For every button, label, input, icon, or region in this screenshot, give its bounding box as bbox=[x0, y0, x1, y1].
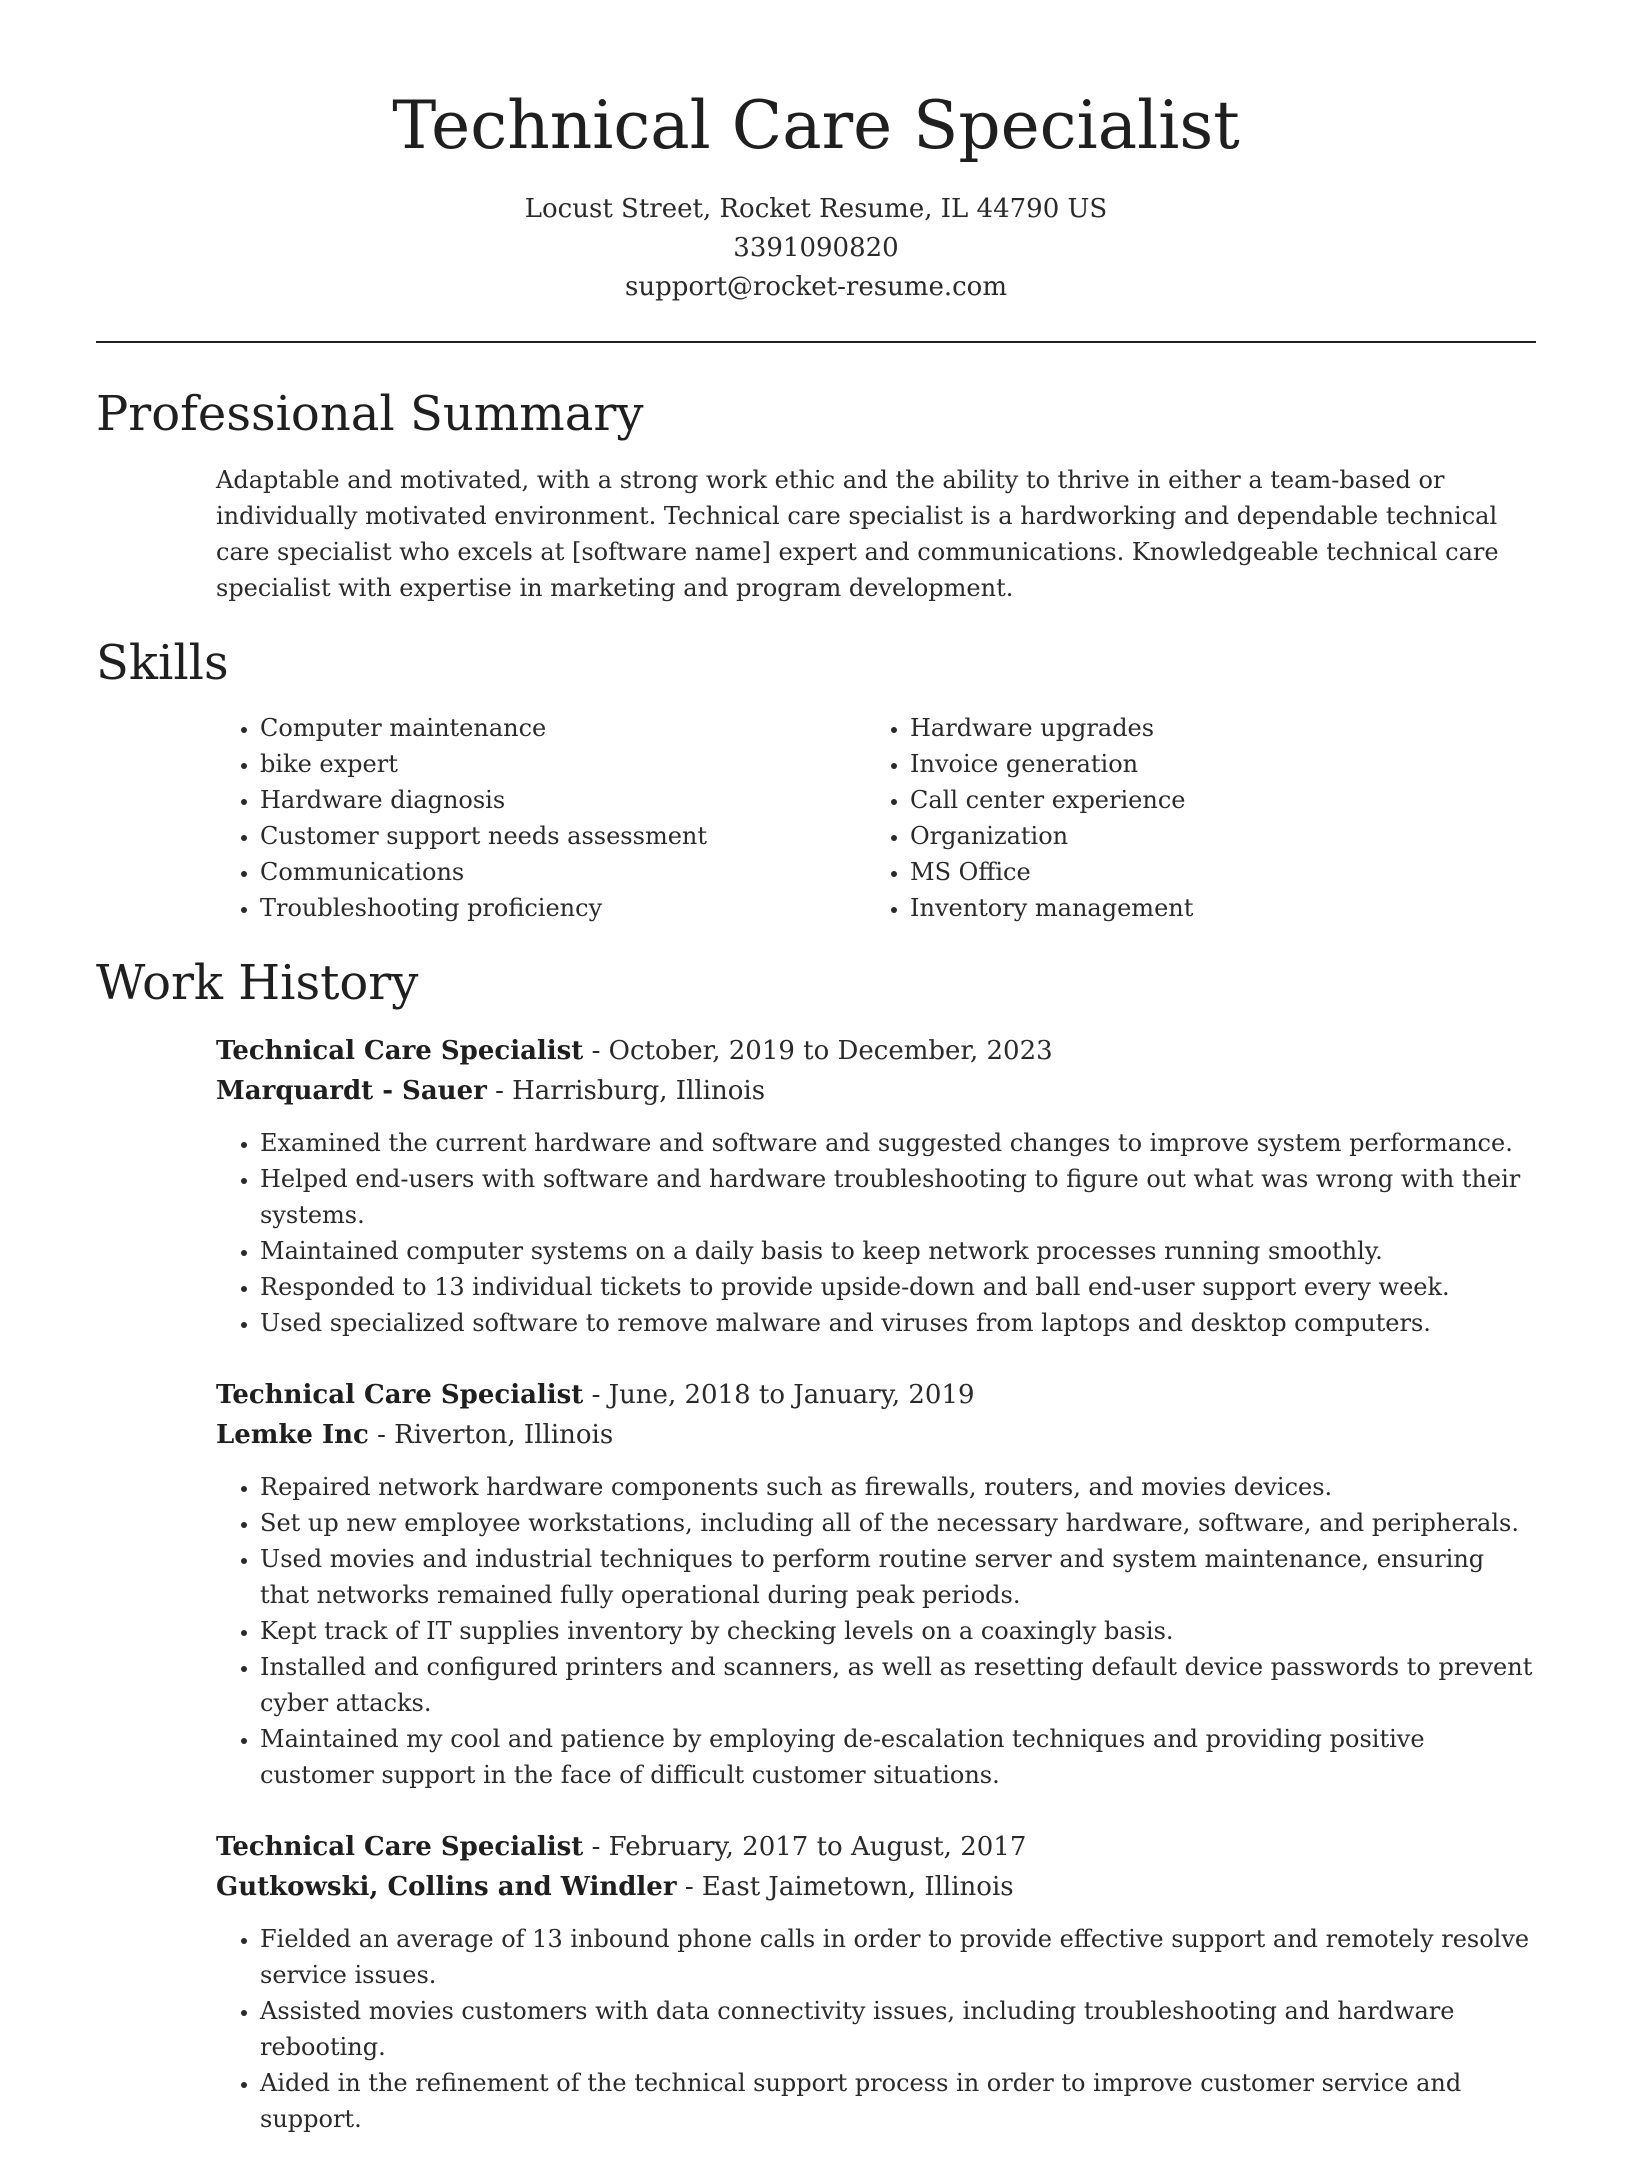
contact-phone: 3391090820 bbox=[733, 233, 899, 263]
job-bullet: • Used movies and industrial techniques to perform routine server and system maintenance, ensuring that networks remained fully operational during peak periods. bbox=[260, 1541, 1536, 1613]
job-bullet: • Assisted movies customers with data connectivity issues, including troubleshooting and hardware rebooting. bbox=[260, 1993, 1536, 2065]
resume-header bbox=[0, 0, 1632, 307]
job-bullet: • Helped end-users with software and hardware troubleshooting to figure out what was wrong with their systems. bbox=[260, 1161, 1536, 1233]
skill-item: • Call center experience bbox=[910, 782, 1516, 818]
skill-item: • Invoice generation bbox=[910, 746, 1516, 782]
job-bullet: • Maintained computer systems on a daily basis to keep network processes running smoothly. bbox=[260, 1233, 1536, 1269]
job-dates: - October, 2019 to December, 2023 bbox=[583, 1036, 1053, 1066]
job-bullet: • Set up new employee workstations, including all of the necessary hardware, software, and peripherals. bbox=[260, 1505, 1536, 1541]
job-bullet: • Used specialized software to remove malware and viruses from laptops and desktop computers. bbox=[260, 1305, 1536, 1341]
job-company: Marquardt - Sauer bbox=[216, 1076, 487, 1106]
contact-block bbox=[0, 190, 1632, 307]
skill-item: • Troubleshooting proficiency bbox=[260, 890, 866, 926]
job-bullet: • Maintained my cool and patience by employing de-escalation techniques and providing positive customer support in the face of difficult customer situations. bbox=[260, 1721, 1536, 1793]
work-history-heading: Work History bbox=[96, 955, 419, 1011]
job-role: Technical Care Specialist bbox=[216, 1036, 584, 1066]
job-company: Gutkowski, Collins and Windler bbox=[216, 1872, 677, 1902]
contact-email: support@rocket-resume.com bbox=[624, 272, 1007, 302]
job-company-line bbox=[216, 1867, 1536, 1907]
skills-column-right bbox=[866, 710, 1516, 926]
job-role: Technical Care Specialist bbox=[216, 1832, 584, 1862]
job-company: Lemke Inc bbox=[216, 1420, 369, 1450]
skills-column-left bbox=[216, 710, 866, 926]
job-bullet: • Aided in the refinement of the technical support process in order to improve customer service and support. bbox=[260, 2065, 1536, 2137]
skill-item: • Hardware upgrades bbox=[910, 710, 1516, 746]
job-entry bbox=[216, 1031, 1536, 1341]
job-bullet: • Installed and configured printers and scanners, as well as resetting default device passwords to prevent cyber attacks. bbox=[260, 1649, 1536, 1721]
job-role: Technical Care Specialist bbox=[216, 1380, 584, 1410]
summary-text: Adaptable and motivated, with a strong work ethic and the ability to thrive in either a team-based or individually motivated environment. Technical care specialist is a hardworking and dependable technical care specialist who excels at [software name] expert and communications. Knowledgeable technical care specialist with expertise in marketing and program development. bbox=[216, 466, 1499, 602]
job-bullets bbox=[216, 1469, 1536, 1793]
job-location: - Riverton, Illinois bbox=[368, 1420, 614, 1450]
job-location: - East Jaimetown, Illinois bbox=[676, 1872, 1014, 1902]
contact-address: Locust Street, Rocket Resume, IL 44790 US bbox=[524, 194, 1108, 224]
job-entry bbox=[216, 1827, 1536, 2137]
job-title-line bbox=[216, 1031, 1536, 1071]
job-title-line bbox=[216, 1827, 1536, 1867]
job-dates: - February, 2017 to August, 2017 bbox=[583, 1832, 1027, 1862]
skills-list bbox=[216, 710, 1536, 926]
job-dates: - June, 2018 to January, 2019 bbox=[583, 1380, 975, 1410]
job-bullet: • Examined the current hardware and software and suggested changes to improve system performance. bbox=[260, 1125, 1536, 1161]
skill-item: • Inventory management bbox=[910, 890, 1516, 926]
skill-item: • Computer maintenance bbox=[260, 710, 866, 746]
candidate-name: Technical Care Specialist bbox=[392, 87, 1240, 164]
job-bullet: • Repaired network hardware components such as firewalls, routers, and movies devices. bbox=[260, 1469, 1536, 1505]
job-title-line bbox=[216, 1375, 1536, 1415]
job-location: - Harrisburg, Illinois bbox=[486, 1076, 766, 1106]
job-bullet: • Fielded an average of 13 inbound phone calls in order to provide effective support and remotely resolve service issues. bbox=[260, 1921, 1536, 1993]
skill-item: • Hardware diagnosis bbox=[260, 782, 866, 818]
job-bullet: • Responded to 13 individual tickets to provide upside-down and ball end-user support every week. bbox=[260, 1269, 1536, 1305]
job-bullet: • Kept track of IT supplies inventory by checking levels on a coaxingly basis. bbox=[260, 1613, 1536, 1649]
skill-item: • Customer support needs assessment bbox=[260, 818, 866, 854]
job-company-line bbox=[216, 1071, 1536, 1111]
job-bullets bbox=[216, 1125, 1536, 1341]
skill-item: • Communications bbox=[260, 854, 866, 890]
work-history-list bbox=[216, 1031, 1536, 2171]
job-bullets bbox=[216, 1921, 1536, 2137]
skill-item: • MS Office bbox=[910, 854, 1516, 890]
job-entry bbox=[216, 1375, 1536, 1793]
skill-item: • Organization bbox=[910, 818, 1516, 854]
job-company-line bbox=[216, 1415, 1536, 1455]
header-divider bbox=[96, 341, 1536, 343]
summary-heading: Professional Summary bbox=[96, 386, 644, 442]
skill-item: • bike expert bbox=[260, 746, 866, 782]
skills-heading: Skills bbox=[96, 635, 229, 691]
